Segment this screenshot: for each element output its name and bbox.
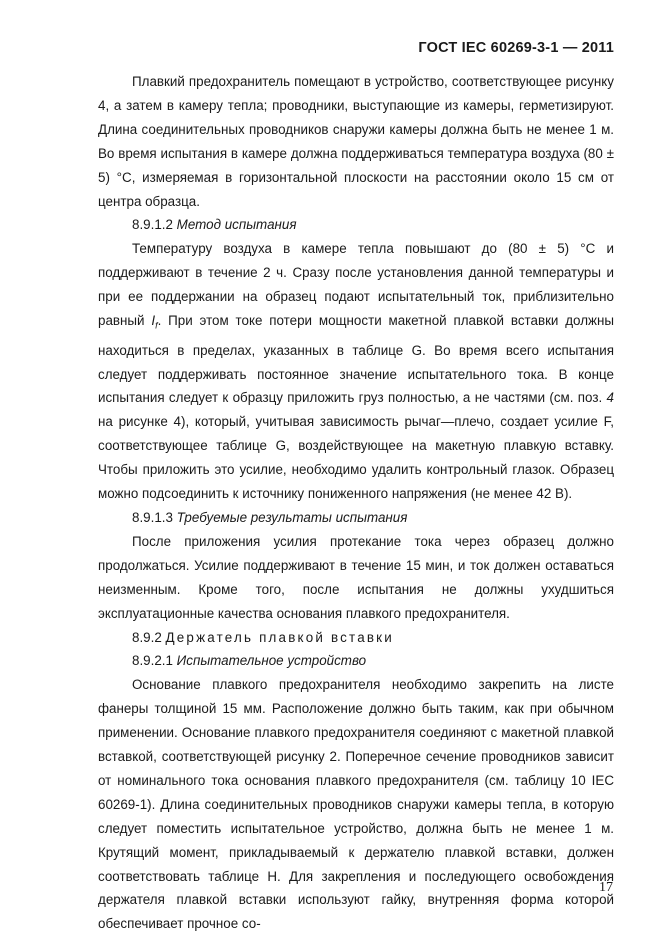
heading-number: 8.9.1.3 — [132, 509, 177, 525]
text-segment: на рисунке 4), который, учитывая зависимость рычаг—плечо, создает усилие F, соответствующее таблице G, воздействующее на макетную плавкую вставку. Чтобы приложить это усилие, необходимо удалить контрольный глазок. Образец можно подсоединить к источнику пониженного напряжения (не менее 42 В). — [98, 414, 614, 502]
heading-title: Держатель плавкой вставки — [165, 629, 394, 645]
heading-number: 8.9.2 — [132, 629, 166, 645]
paragraph-required-results: После приложения усилия протекание тока через образец должно продолжаться. Усилие поддерживают в течение 15 мин, и ток должен оставаться неизменным. Кроме того, после испытания не должны ухудшиться эксплуатационные качества основания плавкого предохранителя. — [98, 533, 614, 621]
heading-title: Метод испытания — [176, 217, 297, 233]
heading-title: Испытательное устройство — [176, 653, 367, 669]
heading-number: 8.9.1.2 — [132, 217, 177, 233]
text-segment: . При этом токе потери мощности макетной плавкой вставки должны находиться в пределах, указанных в таблице G. Во время всего испытания следует поддерживать постоянное значение испытательного тока. В конце испытания следует к образцу приложить груз полностью, а не частями (см. поз. — [98, 313, 614, 406]
position-number: 4 — [606, 390, 614, 406]
heading-test-device — [98, 649, 614, 673]
heading-title: Требуемые результаты испытания — [176, 509, 408, 525]
paragraph-test-method — [98, 237, 614, 506]
heading-required-results — [98, 506, 614, 530]
heading-test-method — [98, 213, 614, 237]
heading-number: 8.9.2.1 — [132, 653, 177, 669]
paragraph-test-device: Основание плавкого предохранителя необходимо закрепить на листе фанеры толщиной 15 мм. Расположение должно быть таким, как при обычном применении. Основание плавкого предохранителя соединяют с макетной плавкой вставкой, соответствующей рисунку 2. Поперечное сечение проводников зависит от номинального тока основания плавкого предохранителя (см. таблицу 10 IEC 60269-1). Длина соединительных проводников снаружи камеры тепла, в которую следует поместить испытательное устройство, должна быть не менее 1 м. Крутящий момент, прикладываемый к держателю плавкой вставки, должен соответствовать таблице Н. Для закрепления и последующего освобождения держателя плавкой вставки используют гайку, внутренняя форма которой обеспечивает прочное со- — [98, 677, 614, 932]
text-segment: Температуру воздуха в камере тепла повышают до (80 ± 5) °С и поддерживают в течение 2 ч. Сразу после установления данной температуры и при ее поддержании на образец подают испытательный ток, приблизительно равный — [98, 241, 614, 329]
document-header: ГОСТ IEC 60269-3-1 — 2011 — [418, 40, 614, 56]
paragraph-chamber-setup: Плавкий предохранитель помещают в устройство, соответствующее рисунку 4, а затем в камеру тепла; проводники, выступающие из камеры, герметизируют. Длина соединительных проводников снаружи камеры должна быть не менее 1 м. Во время испытания в камере должна поддерживаться температура воздуха (80 ± 5) °С, измеряемая в горизонтальной плоскости на расстоянии около 15 см от центра образца. — [98, 74, 614, 209]
page-number: 17 — [599, 880, 613, 895]
current-variable: I — [151, 313, 156, 329]
heading-fuse-holder — [98, 626, 614, 650]
document-body — [98, 70, 614, 936]
current-subscript: f — [155, 320, 158, 331]
